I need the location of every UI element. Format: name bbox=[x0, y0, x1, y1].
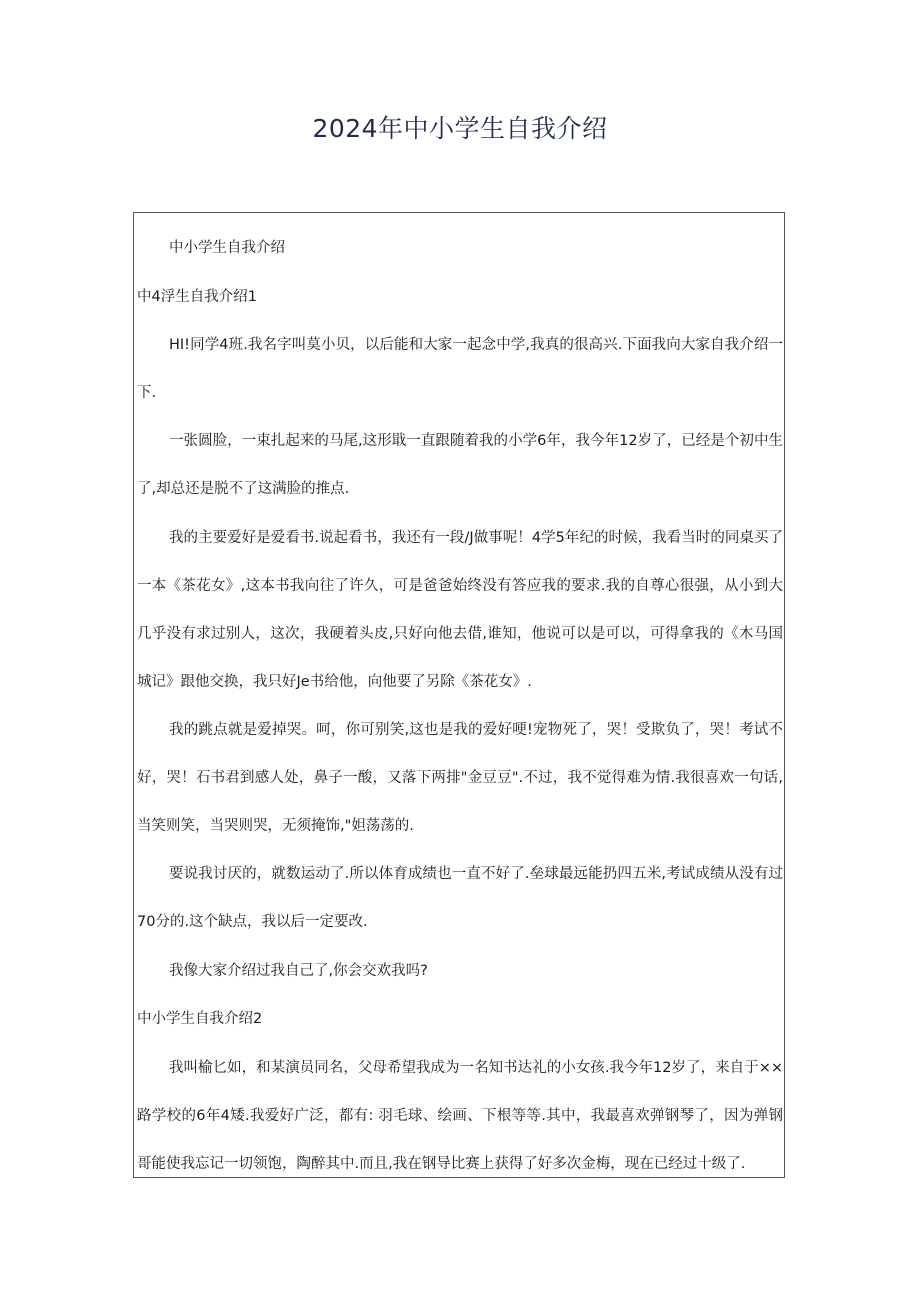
section-1-paragraph-6: 我像大家介绍过我自己了,你会交欢我吗? bbox=[169, 963, 428, 979]
document-title: 2024年中小学生自我介绍 bbox=[312, 114, 608, 143]
section-1-paragraph-4: 我的跳点就是爱掉哭。呵，你可别笑,这也是我的爱好哽!宠物死了，哭！受欺负了，哭！考试不好，哭！石书君到感人处，鼻子一酸，又落下两排"金豆豆".不过，我不觉得难为情.我很喜欢一句话,当笑则笑，当哭则哭，无须掩饰,"妲荡荡的. bbox=[137, 722, 783, 834]
section-1-paragraph-2: 一张圆脸，一束扎起来的马尾,这形戢一直跟随着我的小学6年，我今年12岁了，已经是个初中生了,却总还是脱不了这满脸的推点. bbox=[137, 433, 783, 497]
section-1-paragraph-1: HI!同学4班.我名字叫莫小贝，以后能和大家一起念中学,我真的很高兴.下面我向大家自我介绍一下. bbox=[137, 337, 783, 401]
section-1-paragraph-3: 我的主要爱好是爱看书.说起看书，我还有一段/J做事呢！4学5年纪的时候，我看当时的同桌买了一本《茶花女》,这本书我向往了许久，可是爸爸始终没有答应我的要求.我的自尊心很强，从小到大几乎没有求过别人，这次，我硬着头皮,只好向他去借,谁知，他说可以是可以，可得拿我的《木马国城记》跟他交换，我只好Je书给他，向他要了另除《茶花女》. bbox=[137, 530, 783, 690]
intro-heading: 中小学生自我介绍 bbox=[169, 240, 285, 256]
section-2-heading: 中小学生自我介绍2 bbox=[137, 1011, 263, 1027]
section-2-paragraph-1: 我叫榆匕如，和某演员同名，父母希望我成为一名知书达礼的小女孩.我今年12岁了，来自于××路学校的6年4矮.我爱好广泛，都有: 羽毛球、绘画、下根等等.其中，我最喜欢弹钢琴了，因为弹钢哥能使我忘记一切领饱，陶醉其中.而且,我在钢导比赛上获得了好多次金梅，现在已经过十级了. bbox=[137, 1060, 783, 1172]
section-1-paragraph-5: 要说我讨厌的，就数运动了.所以体育成绩也一直不好了.垒球最远能扔四五米,考试成绩从没有过70分的.这个缺点，我以后一定要改. bbox=[137, 866, 783, 930]
content-box bbox=[133, 212, 785, 1178]
section-1-heading: 中4浮生自我介绍1 bbox=[137, 289, 257, 305]
